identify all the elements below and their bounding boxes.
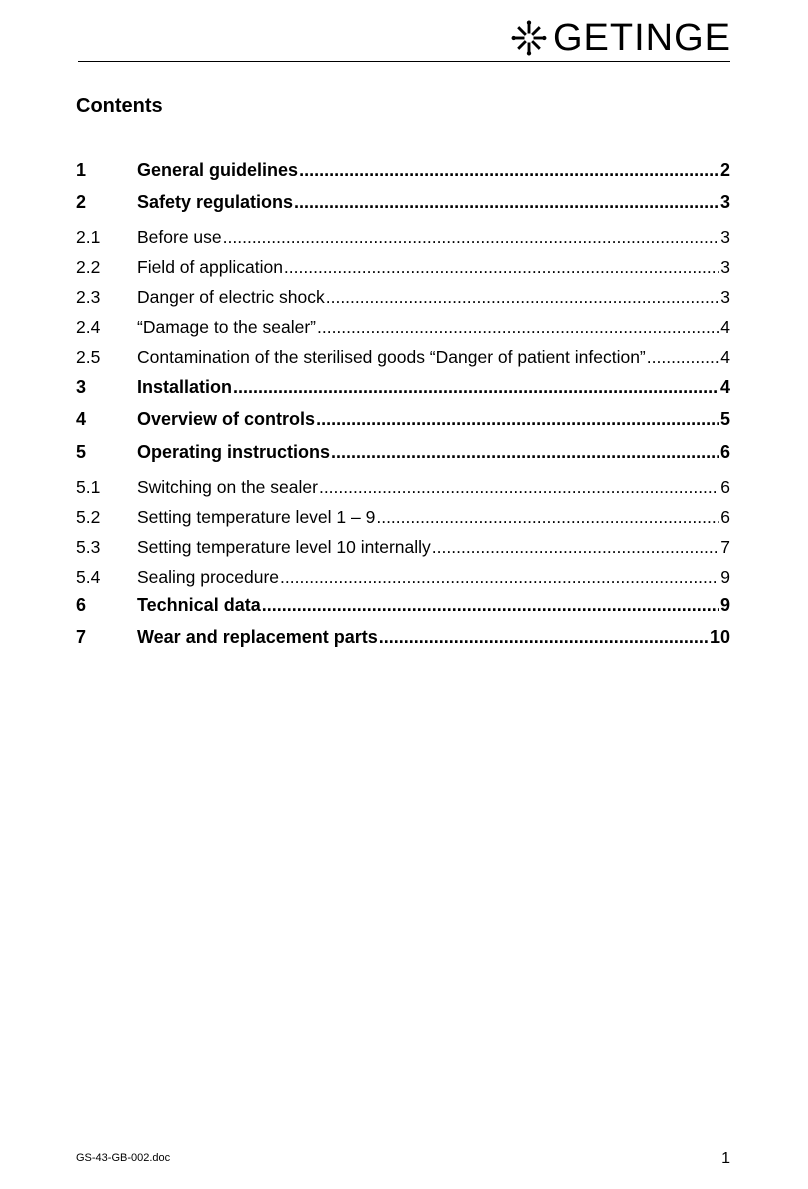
toc-entry-title: Installation (137, 377, 233, 397)
toc-entry[interactable] (76, 442, 730, 472)
toc-entry-number: 2.5 (76, 347, 101, 367)
toc-entry[interactable] (76, 347, 730, 377)
toc-entry[interactable] (76, 537, 730, 567)
toc-entry-title: General guidelines (137, 160, 299, 180)
document-id: GS-43-GB-002.doc (76, 1152, 171, 1164)
toc-entry[interactable] (76, 507, 730, 537)
getinge-logo (511, 18, 731, 58)
toc-entry-number: 5.4 (76, 567, 101, 587)
toc-dot-leader (379, 627, 709, 648)
toc-entry-page: 3 (720, 257, 730, 277)
toc-entry-title: Wear and replacement parts (137, 627, 378, 647)
toc-dot-leader (299, 160, 719, 181)
toc-entry-title: Overview of controls (137, 409, 316, 429)
getinge-star-icon (511, 20, 547, 56)
toc-entry-number: 2.2 (76, 257, 101, 277)
toc-entry-number: 5.3 (76, 537, 101, 557)
toc-entry-title: Field of application (137, 257, 283, 277)
toc-entry-number: 2.1 (76, 227, 101, 247)
toc-entry-page: 7 (720, 537, 730, 557)
toc-entry-page: 3 (720, 287, 730, 307)
toc-entry-page: 10 (709, 627, 730, 647)
toc-entry-title: Sealing procedure (137, 567, 280, 587)
toc-entry-title: Safety regulations (137, 192, 294, 212)
toc-dot-leader (376, 507, 719, 528)
toc-entry[interactable] (76, 477, 730, 507)
header-divider (78, 61, 730, 62)
toc-dot-leader (284, 257, 719, 278)
toc-entry-page: 6 (720, 507, 730, 527)
brand-name: GETINGE (552, 17, 731, 59)
toc-dot-leader (647, 347, 720, 368)
toc-entry-page: 2 (719, 160, 730, 180)
toc-entry[interactable] (76, 409, 730, 439)
toc-dot-leader (317, 317, 719, 338)
toc-entry[interactable] (76, 567, 730, 597)
toc-entry-page: 6 (720, 477, 730, 497)
toc-entry-number: 5.2 (76, 507, 101, 527)
toc-entry-page: 5 (719, 409, 730, 429)
toc-entry-number: 3 (76, 377, 87, 397)
toc-entry-number: 7 (76, 627, 87, 647)
toc-entry-title: “Damage to the sealer” (137, 317, 316, 337)
toc-entry-title: Technical data (137, 595, 261, 615)
toc-entry[interactable] (76, 192, 730, 222)
toc-entry-title: Setting temperature level 10 internally (137, 537, 431, 557)
toc-entry[interactable] (76, 227, 730, 257)
toc-entry-number: 1 (76, 160, 87, 180)
page-title: Contents (76, 95, 163, 117)
toc-dot-leader (316, 409, 719, 430)
toc-dot-leader (331, 442, 719, 463)
toc-entry-number: 2 (76, 192, 87, 212)
toc-entry-page: 9 (720, 567, 730, 587)
toc-entry-title: Operating instructions (137, 442, 331, 462)
toc-entry-number: 2.4 (76, 317, 101, 337)
toc-entry[interactable] (76, 595, 730, 625)
toc-dot-leader (319, 477, 719, 498)
toc-entry[interactable] (76, 377, 730, 407)
toc-dot-leader (280, 567, 719, 588)
page-number: 1 (721, 1150, 730, 1167)
toc-entry[interactable] (76, 287, 730, 317)
toc-dot-leader (223, 227, 720, 248)
toc-entry-number: 4 (76, 409, 87, 429)
toc-entry-page: 6 (719, 442, 730, 462)
toc-entry-page: 4 (719, 377, 730, 397)
toc-dot-leader (294, 192, 719, 213)
toc-entry-title: Setting temperature level 1 – 9 (137, 507, 376, 527)
toc-entry-title: Danger of electric shock (137, 287, 325, 307)
toc-entry-number: 5.1 (76, 477, 101, 497)
toc-entry-title: Switching on the sealer (137, 477, 318, 497)
toc-dot-leader (262, 595, 719, 616)
toc-entry-page: 3 (720, 227, 730, 247)
toc-entry-page: 3 (719, 192, 730, 212)
toc-entry[interactable] (76, 627, 730, 657)
toc-entry[interactable] (76, 317, 730, 347)
toc-entry[interactable] (76, 160, 730, 190)
toc-dot-leader (233, 377, 719, 398)
toc-entry-page: 4 (720, 317, 730, 337)
toc-entry-title: Before use (137, 227, 222, 247)
toc-dot-leader (432, 537, 719, 558)
toc-entry-page: 4 (720, 347, 730, 367)
toc-dot-leader (326, 287, 720, 308)
toc-entry-number: 2.3 (76, 287, 101, 307)
toc-entry-title: Contamination of the sterilised goods “Danger of patient infection” (137, 347, 646, 367)
toc-entry-number: 6 (76, 595, 87, 615)
toc-entry-page: 9 (719, 595, 730, 615)
toc-entry-number: 5 (76, 442, 87, 462)
toc-entry[interactable] (76, 257, 730, 287)
